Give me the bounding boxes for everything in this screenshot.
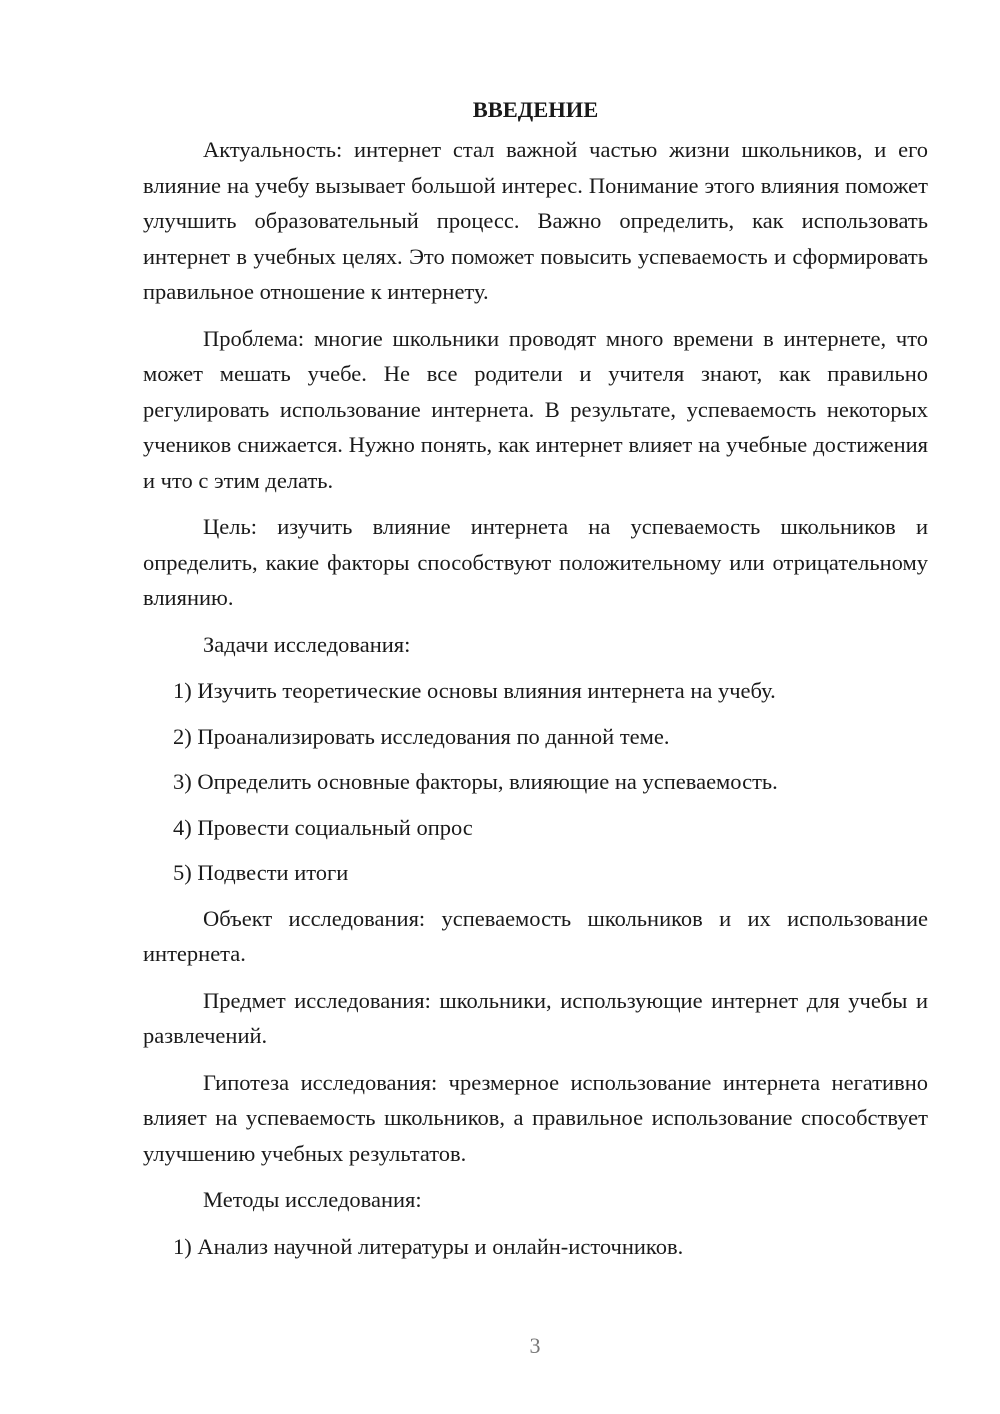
page-title: ВВЕДЕНИЕ (472, 97, 599, 122)
methods-heading: Методы исследования: (203, 1187, 422, 1212)
object-paragraph: Объект исследования: успеваемость школьников и их использование интернета. (143, 905, 928, 966)
methods-list (143, 1229, 928, 1265)
page-number: 3 (529, 1333, 541, 1358)
relevance-paragraph: Актуальность: интернет стал важной частью жизни школьников, и его влияние на учебу вызывает большой интерес. Понимание этого влияния поможет улучшить образовательный процесс. Важно определить, как использовать интернет в учебных целях. Это поможет повысить успеваемость и сформировать правильное отношение к интернету. (143, 137, 928, 304)
list-item: 1) Анализ научной литературы и онлайн-источников. (173, 1233, 684, 1259)
list-item: 1) Изучить теоретические основы влияния интернета на учебу. (173, 678, 776, 703)
hypothesis-paragraph: Гипотеза исследования: чрезмерное использование интернета негативно влияет на успеваемость школьников, а правильное использование способствует улучшению учебных результатов. (143, 1069, 928, 1166)
goal-paragraph: Цель: изучить влияние интернета на успеваемость школьников и определить, какие факторы способствуют положительному или отрицательному влиянию. (143, 514, 928, 610)
tasks-list (143, 673, 928, 891)
tasks-heading: Задачи исследования: (203, 631, 411, 657)
list-item: 3) Определить основные факторы, влияющие на успеваемость. (173, 769, 778, 794)
list-item: 4) Провести социальный опрос (173, 814, 473, 840)
document-page (143, 92, 928, 1274)
list-item: 5) Подвести итоги (173, 860, 349, 885)
list-item: 2) Проанализировать исследования по данной теме. (173, 723, 670, 749)
subject-paragraph: Предмет исследования: школьники, использующие интернет для учебы и развлечений. (143, 987, 928, 1048)
problem-paragraph: Проблема: многие школьники проводят много времени в интернете, что может мешать учебе. Не все родители и учителя знают, как правильно регулировать использование интернета. В результате, успеваемость некоторых учеников снижается. Нужно понять, как интернет влияет на учебные достижения и что с этим делать. (143, 325, 928, 493)
